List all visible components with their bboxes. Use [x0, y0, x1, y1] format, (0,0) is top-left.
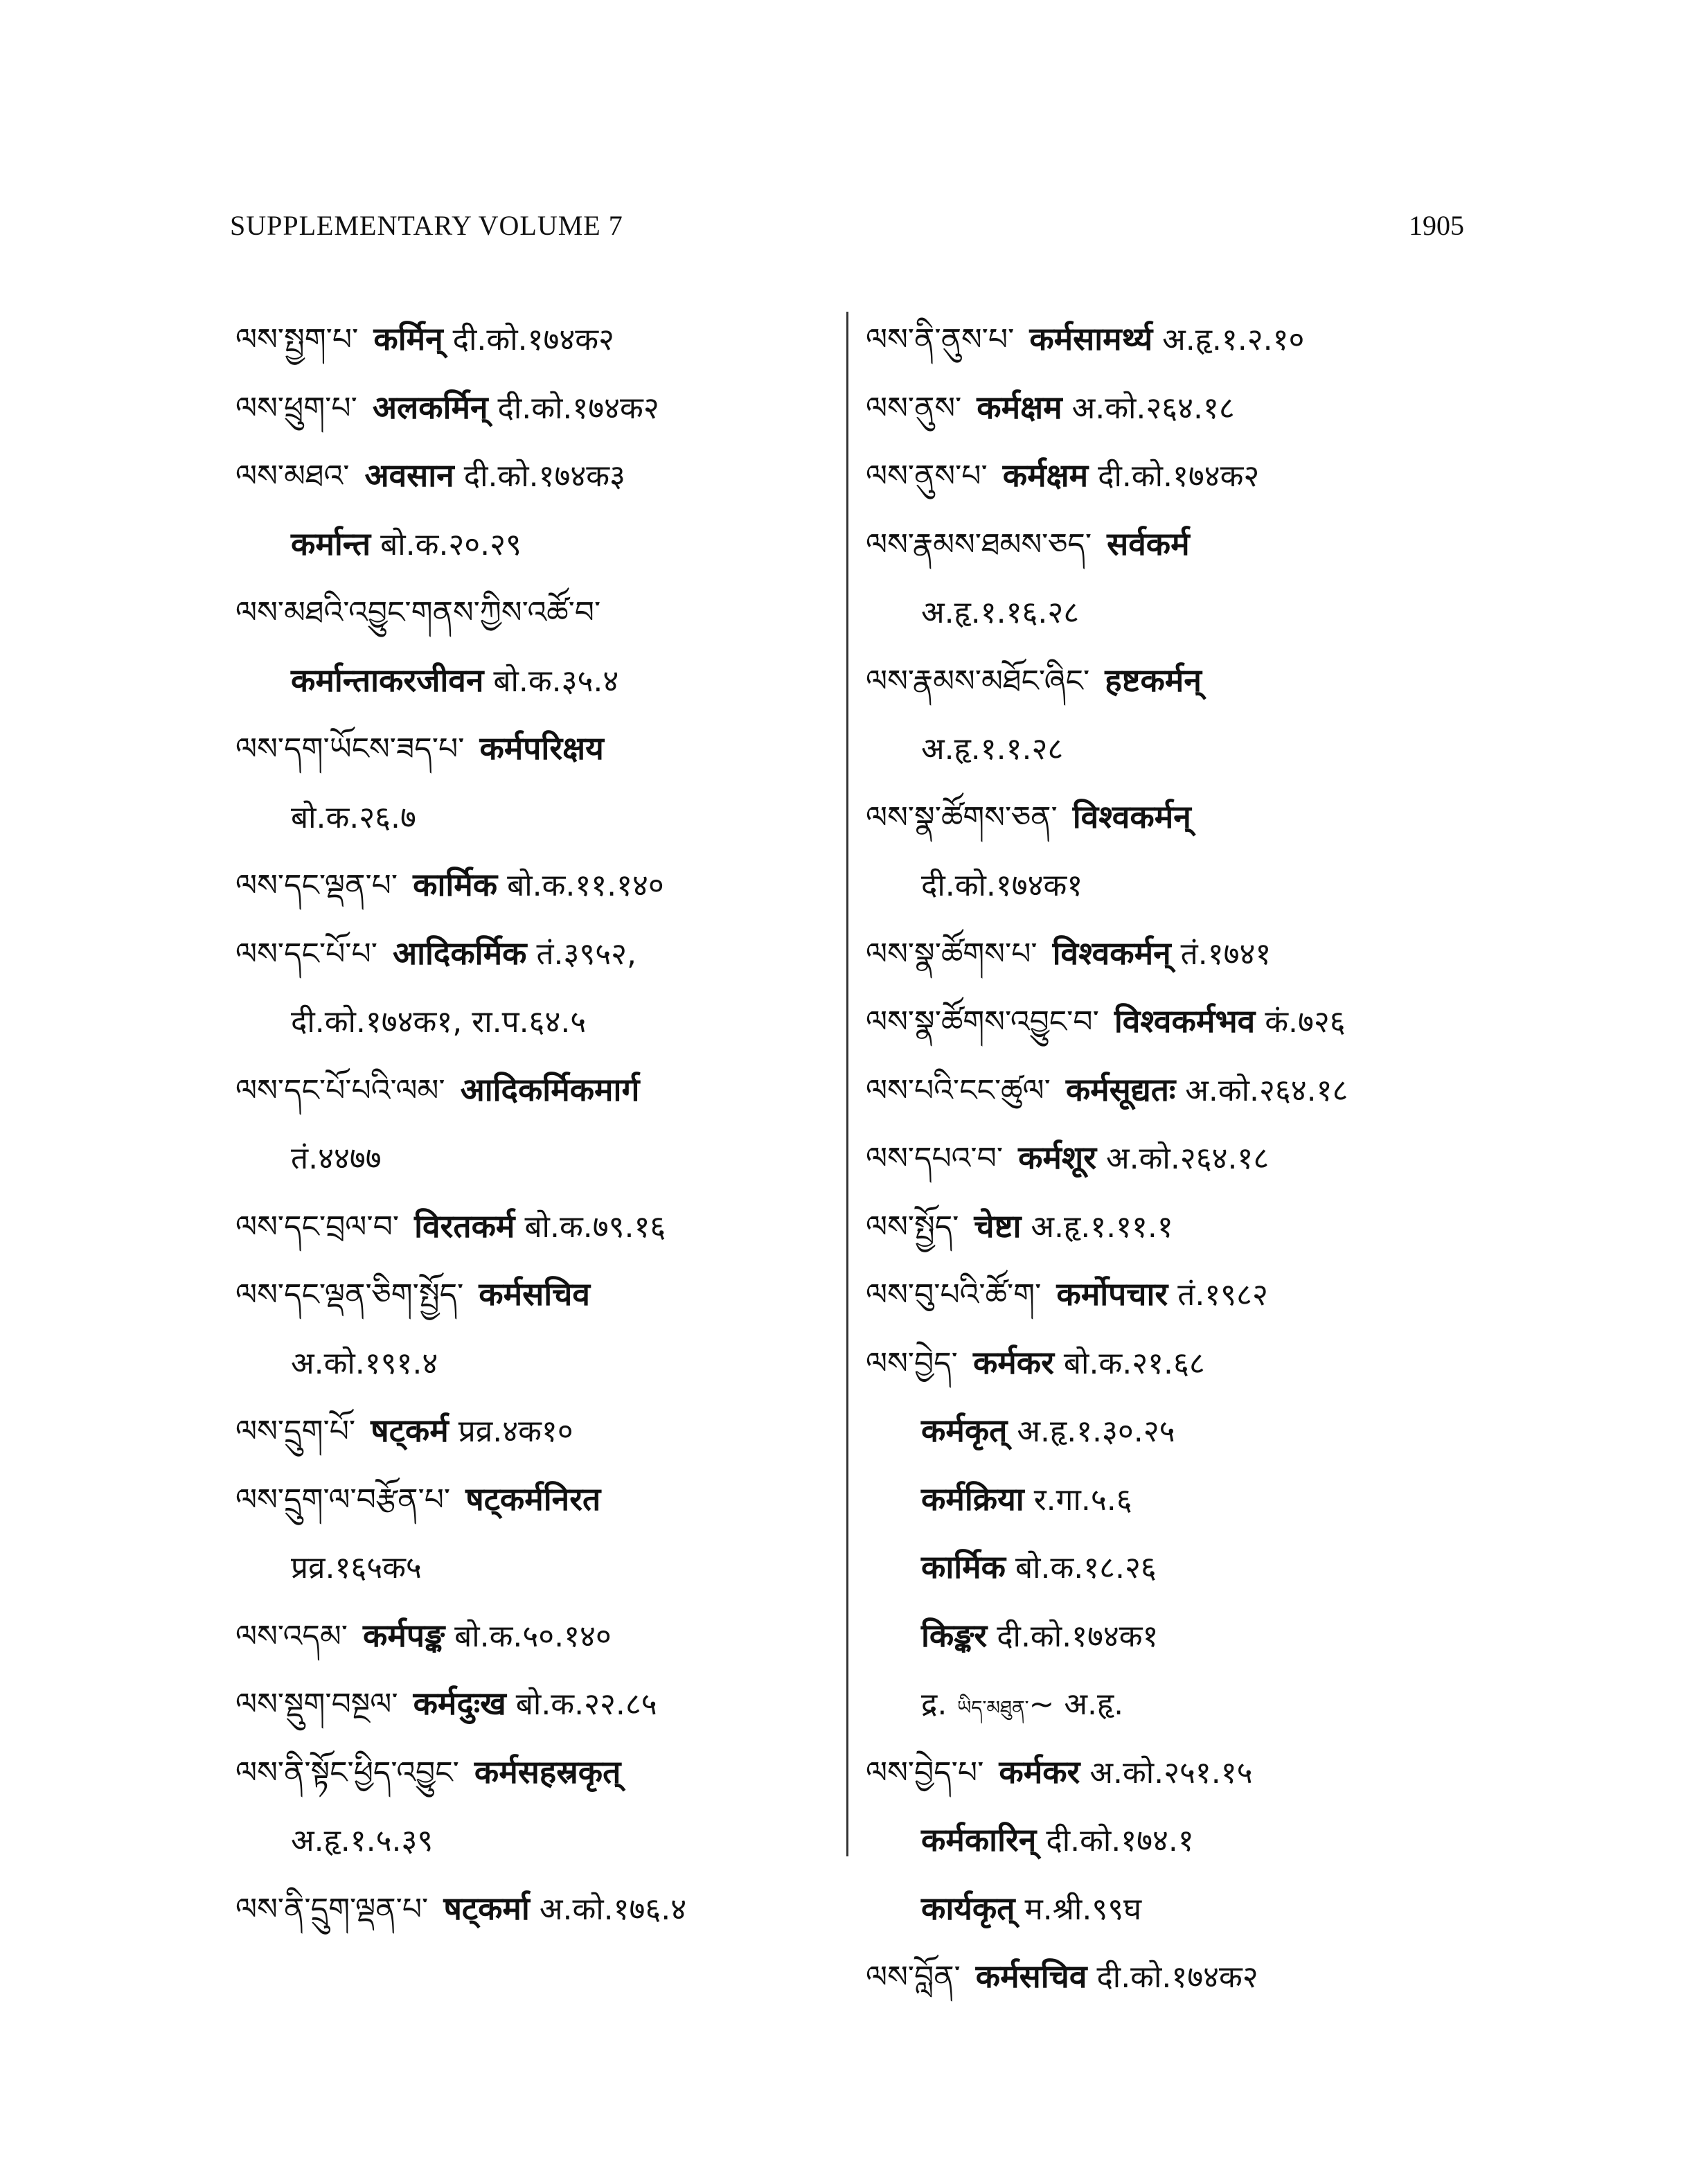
source-reference: बो.क.११.१४०	[507, 868, 664, 903]
source-reference: दी.को.१७४क३	[463, 459, 625, 494]
source-reference: बो.क.२१.६८	[1063, 1345, 1205, 1381]
tibetan-term: ལས་ནི་ནུས་པ་	[866, 322, 1015, 357]
source-reference: अ.हृ.१.१६.२८	[921, 595, 1080, 630]
sanskrit-equivalent: आदिकर्मिक	[393, 934, 527, 972]
sanskrit-equivalent: विश्वकर्मन्	[1072, 797, 1191, 835]
source-reference: अ.को.२६४.१८	[1071, 390, 1235, 426]
tibetan-term: ལས་དང་བྲལ་བ་	[235, 1209, 400, 1245]
dictionary-line	[235, 1260, 845, 1329]
tibetan-term: ལས་འདམ་	[235, 1618, 348, 1654]
tibetan-term: ལས་དྲུག་ལ་བརྩོན་པ་	[235, 1482, 451, 1518]
sanskrit-equivalent: चेष्टा	[974, 1207, 1022, 1245]
sanskrit-equivalent: कार्मिक	[413, 866, 498, 903]
dictionary-line	[866, 646, 1475, 715]
sanskrit-equivalent: कर्मकर	[972, 1343, 1054, 1381]
source-reference: प्रव्र.४क१०	[458, 1414, 573, 1449]
tibetan-term: ལས་དང་པོ་པའི་ལམ་	[235, 1072, 445, 1108]
dictionary-line	[866, 510, 1475, 578]
dictionary-line	[235, 987, 845, 1056]
dictionary-line	[235, 578, 845, 646]
sanskrit-equivalent: षट्कर्मनिरत	[465, 1480, 601, 1518]
dictionary-line	[235, 1874, 845, 1943]
dictionary-line	[235, 1124, 845, 1192]
sanskrit-equivalent: विश्वकर्मभव	[1114, 1002, 1256, 1040]
source-reference: बो.क.२२.८५	[515, 1687, 657, 1722]
dictionary-line	[235, 1329, 845, 1397]
source-reference: बो.क.२०.२९	[380, 526, 522, 562]
running-head: SUPPLEMENTARY VOLUME 7	[230, 210, 623, 241]
dictionary-line	[235, 1192, 845, 1261]
sanskrit-equivalent: कर्मशूर	[1018, 1139, 1097, 1176]
dictionary-line	[866, 1329, 1475, 1397]
dictionary-line	[866, 1738, 1475, 1806]
tibetan-term: ལས་བྱེད་	[866, 1345, 958, 1381]
right-column	[866, 305, 1475, 2011]
source-reference: अ.को.१९१.४	[291, 1345, 438, 1381]
sanskrit-equivalent: कर्मसूद्यतः	[1065, 1070, 1176, 1108]
dictionary-line	[235, 1669, 845, 1738]
dictionary-line	[235, 714, 845, 783]
tibetan-term: ལས་དང་ལྡན་ཅིག་སྤྱོད་	[235, 1277, 464, 1313]
cross-reference-tibetan: ཡིད་མཐུན་	[956, 1696, 1029, 1719]
sanskrit-equivalent: कर्मान्ताकरजीवन	[291, 661, 484, 699]
source-reference: बो.क.७९.१६	[524, 1209, 666, 1245]
dictionary-line	[235, 851, 845, 919]
dictionary-line	[235, 305, 845, 373]
dictionary-line	[235, 1465, 845, 1534]
dictionary-line	[866, 1942, 1475, 2011]
source-reference: अ.हृ.१.२.१०	[1162, 322, 1305, 357]
tibetan-term: ལས་མཐའ་	[235, 459, 350, 494]
sanskrit-equivalent: कर्मोपचार	[1056, 1275, 1168, 1313]
dictionary-line	[866, 1806, 1475, 1874]
dictionary-line	[866, 783, 1475, 851]
source-reference: अ.हृ.१.१.२८	[921, 731, 1064, 767]
sanskrit-equivalent: कर्मपरिक्षय	[479, 729, 604, 767]
sanskrit-equivalent: कर्मक्षम	[1002, 456, 1089, 494]
source-reference: बो.क.५०.१४०	[454, 1618, 612, 1654]
source-reference: तं.१९८२	[1177, 1277, 1268, 1313]
dictionary-line	[866, 1465, 1475, 1534]
sanskrit-equivalent: अलकर्मिन्	[372, 388, 488, 426]
dictionary-line	[235, 373, 845, 442]
dictionary-line	[866, 1533, 1475, 1601]
dictionary-line	[866, 305, 1475, 373]
tibetan-term: ལས་སྤྱོད་	[866, 1209, 959, 1245]
tibetan-term: ལས་ནི་དྲུག་ལྡན་པ་	[235, 1891, 429, 1927]
page-number: 1905	[1409, 210, 1464, 241]
tibetan-term: ལས་དྲུག་པོ་	[235, 1414, 356, 1449]
dictionary-line	[866, 1192, 1475, 1261]
tibetan-term: ལས་མཐའི་འབྱུང་གནས་ཀྱིས་འཚོ་བ་	[235, 595, 601, 630]
sanskrit-equivalent: विरतकर्म	[414, 1207, 515, 1245]
tibetan-term: ལས་ཕྲུག་པ་	[235, 390, 357, 426]
source-reference: अ.को.२५१.१५	[1089, 1755, 1253, 1791]
tibetan-term: ལས་དག་ཡོངས་ཟད་པ་	[235, 731, 465, 767]
source-reference: दी.को.१७४क२	[452, 322, 614, 357]
source-reference: द्र.	[921, 1687, 947, 1722]
sanskrit-equivalent: षट्कर्म	[371, 1412, 449, 1449]
tibetan-term: ལས་ནི་སྟོང་ཕྱིད་འབྱུང་	[235, 1755, 459, 1791]
sanskrit-equivalent: कर्मसचिव	[479, 1275, 590, 1313]
source-reference: तं.३९५२,	[536, 936, 637, 972]
sanskrit-equivalent: कर्मक्षम	[977, 388, 1062, 426]
dictionary-line	[866, 1396, 1475, 1465]
dictionary-line	[866, 1669, 1475, 1738]
tibetan-term: ལས་སྤྱག་པ་	[235, 322, 359, 357]
source-reference: र.गा.५.६	[1033, 1482, 1132, 1518]
dictionary-line	[866, 578, 1475, 646]
sanskrit-equivalent: कर्मसहस्रकृत्	[474, 1752, 621, 1791]
sanskrit-equivalent: आदिकर्मिकमार्ग	[460, 1070, 640, 1108]
source-reference: बो.क.२६.७	[291, 799, 416, 835]
tibetan-term: ལས་ནུས་པ་	[866, 459, 988, 494]
sanskrit-equivalent: कार्मिक	[921, 1548, 1006, 1586]
dictionary-line	[235, 441, 845, 510]
source-reference: दी.को.१७४क१	[921, 868, 1083, 903]
dictionary-line	[235, 783, 845, 851]
tibetan-term: ལས་བློན་	[866, 1960, 961, 1995]
source-reference: अ.को.१७६.४	[539, 1891, 687, 1927]
tibetan-term: ལས་བུ་པའི་ཚོ་ག་	[866, 1277, 1042, 1313]
tibetan-term: ལས་དང་པོ་པ་	[235, 936, 377, 972]
source-reference: अ.हृ.१.११.१	[1031, 1209, 1173, 1245]
dictionary-line	[235, 1533, 845, 1601]
tibetan-term: ལས་སྣ་ཚོགས་པ་	[866, 936, 1037, 972]
source-reference: म.श्री.९९घ	[1024, 1891, 1142, 1927]
sanskrit-equivalent: कर्मपङ्क	[363, 1616, 445, 1654]
dictionary-line	[866, 714, 1475, 783]
source-reference: प्रव्र.१६५क५	[291, 1550, 422, 1586]
dictionary-line	[866, 919, 1475, 988]
source-reference: दी.को.१७४क२	[497, 390, 659, 426]
tibetan-term: ལས་ནུས་	[866, 390, 962, 426]
dictionary-line	[866, 1874, 1475, 1943]
source-reference: दी.को.१७४क१, रा.प.६४.५	[291, 1004, 587, 1040]
tibetan-term: ལས་དཔའ་བ་	[866, 1141, 1004, 1176]
source-reference: अ.को.२६४.१८	[1106, 1141, 1270, 1176]
tibetan-term: ལས་སྡུག་བསྔལ་	[235, 1687, 398, 1722]
tibetan-term: ལས་བྱེད་པ་	[866, 1755, 984, 1791]
source-reference: बो.क.३५.४	[493, 663, 619, 699]
source-reference: अ.हृ.१.३०.२५	[1017, 1414, 1175, 1449]
tibetan-term: ལས་པའི་ངང་ཚུལ་	[866, 1072, 1051, 1108]
column-divider	[846, 312, 848, 1856]
sanskrit-equivalent: विश्वकर्मन्	[1052, 934, 1171, 972]
source-reference: बो.क.१८.२६	[1015, 1550, 1157, 1586]
dictionary-line	[866, 373, 1475, 442]
source-reference: दी.को.१७४क२	[1096, 1960, 1258, 1995]
sanskrit-equivalent: षट्कर्मा	[443, 1889, 530, 1927]
tibetan-term: ལས་སྣ་ཚོགས་འབྱུང་བ་	[866, 1004, 1099, 1040]
tibetan-term: ལས་རྣམས་ཐམས་ཅད་	[866, 526, 1092, 562]
sanskrit-equivalent: हष्टकर्मन्	[1105, 661, 1202, 699]
sanskrit-equivalent: कर्मक्रिया	[921, 1480, 1024, 1518]
dictionary-line	[866, 1260, 1475, 1329]
sanskrit-equivalent: कर्मसचिव	[975, 1957, 1087, 1995]
sanskrit-equivalent: कर्मकृत्	[921, 1412, 1008, 1449]
dictionary-line	[866, 851, 1475, 919]
dictionary-line	[235, 1396, 845, 1465]
sanskrit-equivalent: अवसान	[364, 456, 454, 494]
dictionary-line	[866, 441, 1475, 510]
dictionary-line	[235, 646, 845, 715]
dictionary-line	[235, 510, 845, 578]
sanskrit-equivalent: कर्मकारिन्	[921, 1821, 1037, 1858]
dictionary-line	[235, 1806, 845, 1874]
source-reference: दी.को.१७४.१	[1046, 1823, 1194, 1858]
source-reference: दी.को.१७४क१	[997, 1618, 1159, 1654]
source-reference: अ.हृ.१.५.३९	[291, 1823, 434, 1858]
sanskrit-equivalent: कर्मकर	[999, 1752, 1080, 1791]
dictionary-line	[235, 1738, 845, 1806]
sanskrit-equivalent: कर्मान्त	[291, 524, 371, 562]
sanskrit-equivalent: कर्मसामर्थ्य	[1029, 320, 1153, 357]
sanskrit-equivalent: किङ्कर	[921, 1616, 988, 1654]
tibetan-term: ལས་སྣ་ཚོགས་ཅན་	[866, 799, 1058, 835]
sanskrit-equivalent: कर्मिन्	[373, 320, 443, 357]
cross-reference-source: ~ अ.हृ.	[1028, 1687, 1124, 1722]
source-reference: दी.को.१७४क२	[1098, 459, 1260, 494]
dictionary-line	[866, 1056, 1475, 1124]
sanskrit-equivalent: कार्यकृत्	[921, 1889, 1015, 1927]
source-reference: कं.७२६	[1265, 1004, 1346, 1040]
dictionary-line	[866, 1124, 1475, 1192]
source-reference: तं.४४७७	[291, 1141, 382, 1176]
sanskrit-equivalent: सर्वकर्म	[1107, 524, 1190, 562]
dictionary-line	[235, 919, 845, 988]
left-column	[235, 305, 845, 1942]
dictionary-line	[235, 1601, 845, 1670]
sanskrit-equivalent: कर्मदुःख	[413, 1685, 506, 1722]
source-reference: तं.१७४१	[1180, 936, 1272, 972]
source-reference: अ.को.२६४.१८	[1185, 1072, 1348, 1108]
tibetan-term: ལས་དང་ལྡན་པ་	[235, 868, 398, 903]
tibetan-term: ལས་རྣམས་མཐོང་ཞིང་	[866, 663, 1090, 699]
dictionary-line	[235, 1056, 845, 1124]
dictionary-line	[866, 987, 1475, 1056]
dictionary-line	[866, 1601, 1475, 1670]
